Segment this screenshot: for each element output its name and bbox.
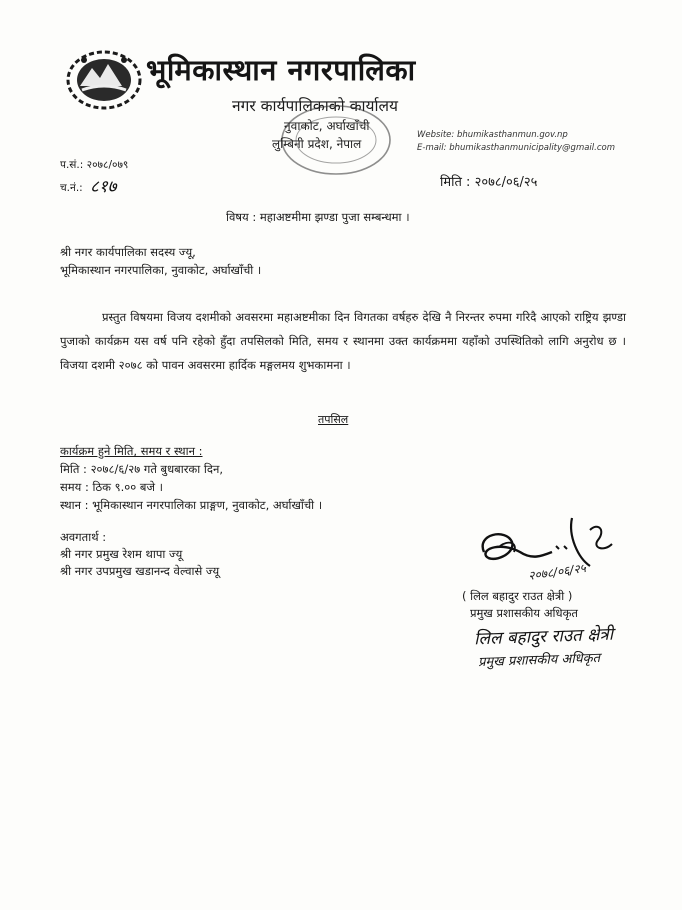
website: Website: bhumikasthanmun.gov.np [417, 130, 568, 140]
address-line-2: लुम्बिनी प्रदेश, नेपाल [272, 137, 362, 151]
recipient-line-1: श्री नगर कार्यपालिका सदस्य ज्यू, [60, 245, 196, 259]
cc-line-1: श्री नगर प्रमुख रेशम थापा ज्यू [60, 547, 183, 561]
cc-line-2: श्री नगर उपप्रमुख खडानन्द वेल्वासे ज्यू [60, 564, 220, 578]
program-place: स्थान : भूमिकास्थान नगरपालिका प्राङ्गण, नुवाकोट, अर्घाखाँची । [60, 498, 323, 512]
dispatch-number-label: च.नं.: [60, 182, 83, 194]
subject-line: विषय : महाअष्टमीमा झण्डा पुजा सम्बन्धमा । [226, 210, 410, 224]
stamped-signatory-title: प्रमुख प्रशासकीय अधिकृत [477, 650, 601, 671]
body-paragraph: प्रस्तुत विषयमा विजय दशमीको अवसरमा महाअष्टमीका दिन विगतका वर्षहरु देखि नै निरन्तर रुपमा गरिदै आएको राष्ट्रिय झण्डा पुजाको कार्यक्रम यस वर्ष पनि रहेको हुँदा तपसिलको मिति, समय र स्थानमा उक्त कार्यक्रममा यहाँको उपस्थितिको लागि अनुरोध छ । विजया दशमी २०७८ को पावन अवसरमा हार्दिक मङ्गलमय शुभकामना । [60, 310, 626, 372]
program-title: कार्यक्रम हुने मिति, समय र स्थान : [60, 444, 203, 458]
email: E-mail: bhumikasthanmunicipality@gmail.com [417, 143, 616, 153]
dispatch-number-value: ८१७ [90, 177, 117, 197]
address-line-1: नुवाकोट, अर्घाखाँची [284, 119, 370, 133]
signatory-title: प्रमुख प्रशासकीय अधिकृत [470, 606, 578, 620]
letter-date: मिति : २०७८/०६/२५ [440, 175, 538, 190]
signature-date: २०७८/०६/२५ [527, 561, 587, 583]
stamped-signatory-name: लिल बहादुर राउत क्षेत्री [473, 624, 614, 650]
org-name: भूमिकास्थान नगरपालिका [146, 53, 416, 87]
reference-number: प.सं.: २०७८/०७९ [60, 159, 129, 171]
program-time: समय : ठिक ९.०० बजे । [60, 480, 164, 494]
schedule-title: तपसिल [318, 413, 349, 426]
office-name: नगर कार्यपालिकाको कार्यालय [232, 97, 399, 115]
program-date: मिति : २०७८/६/२७ गते बुधबारका दिन, [60, 462, 223, 476]
cc-title: अवगतार्थ : [60, 530, 107, 544]
signatory-name: ( लिल बहादुर राउत क्षेत्री ) [462, 589, 573, 603]
municipality-emblem-icon [64, 46, 144, 112]
recipient-line-2: भूमिकास्थान नगरपालिका, नुवाकोट, अर्घाखाँची । [60, 263, 262, 277]
